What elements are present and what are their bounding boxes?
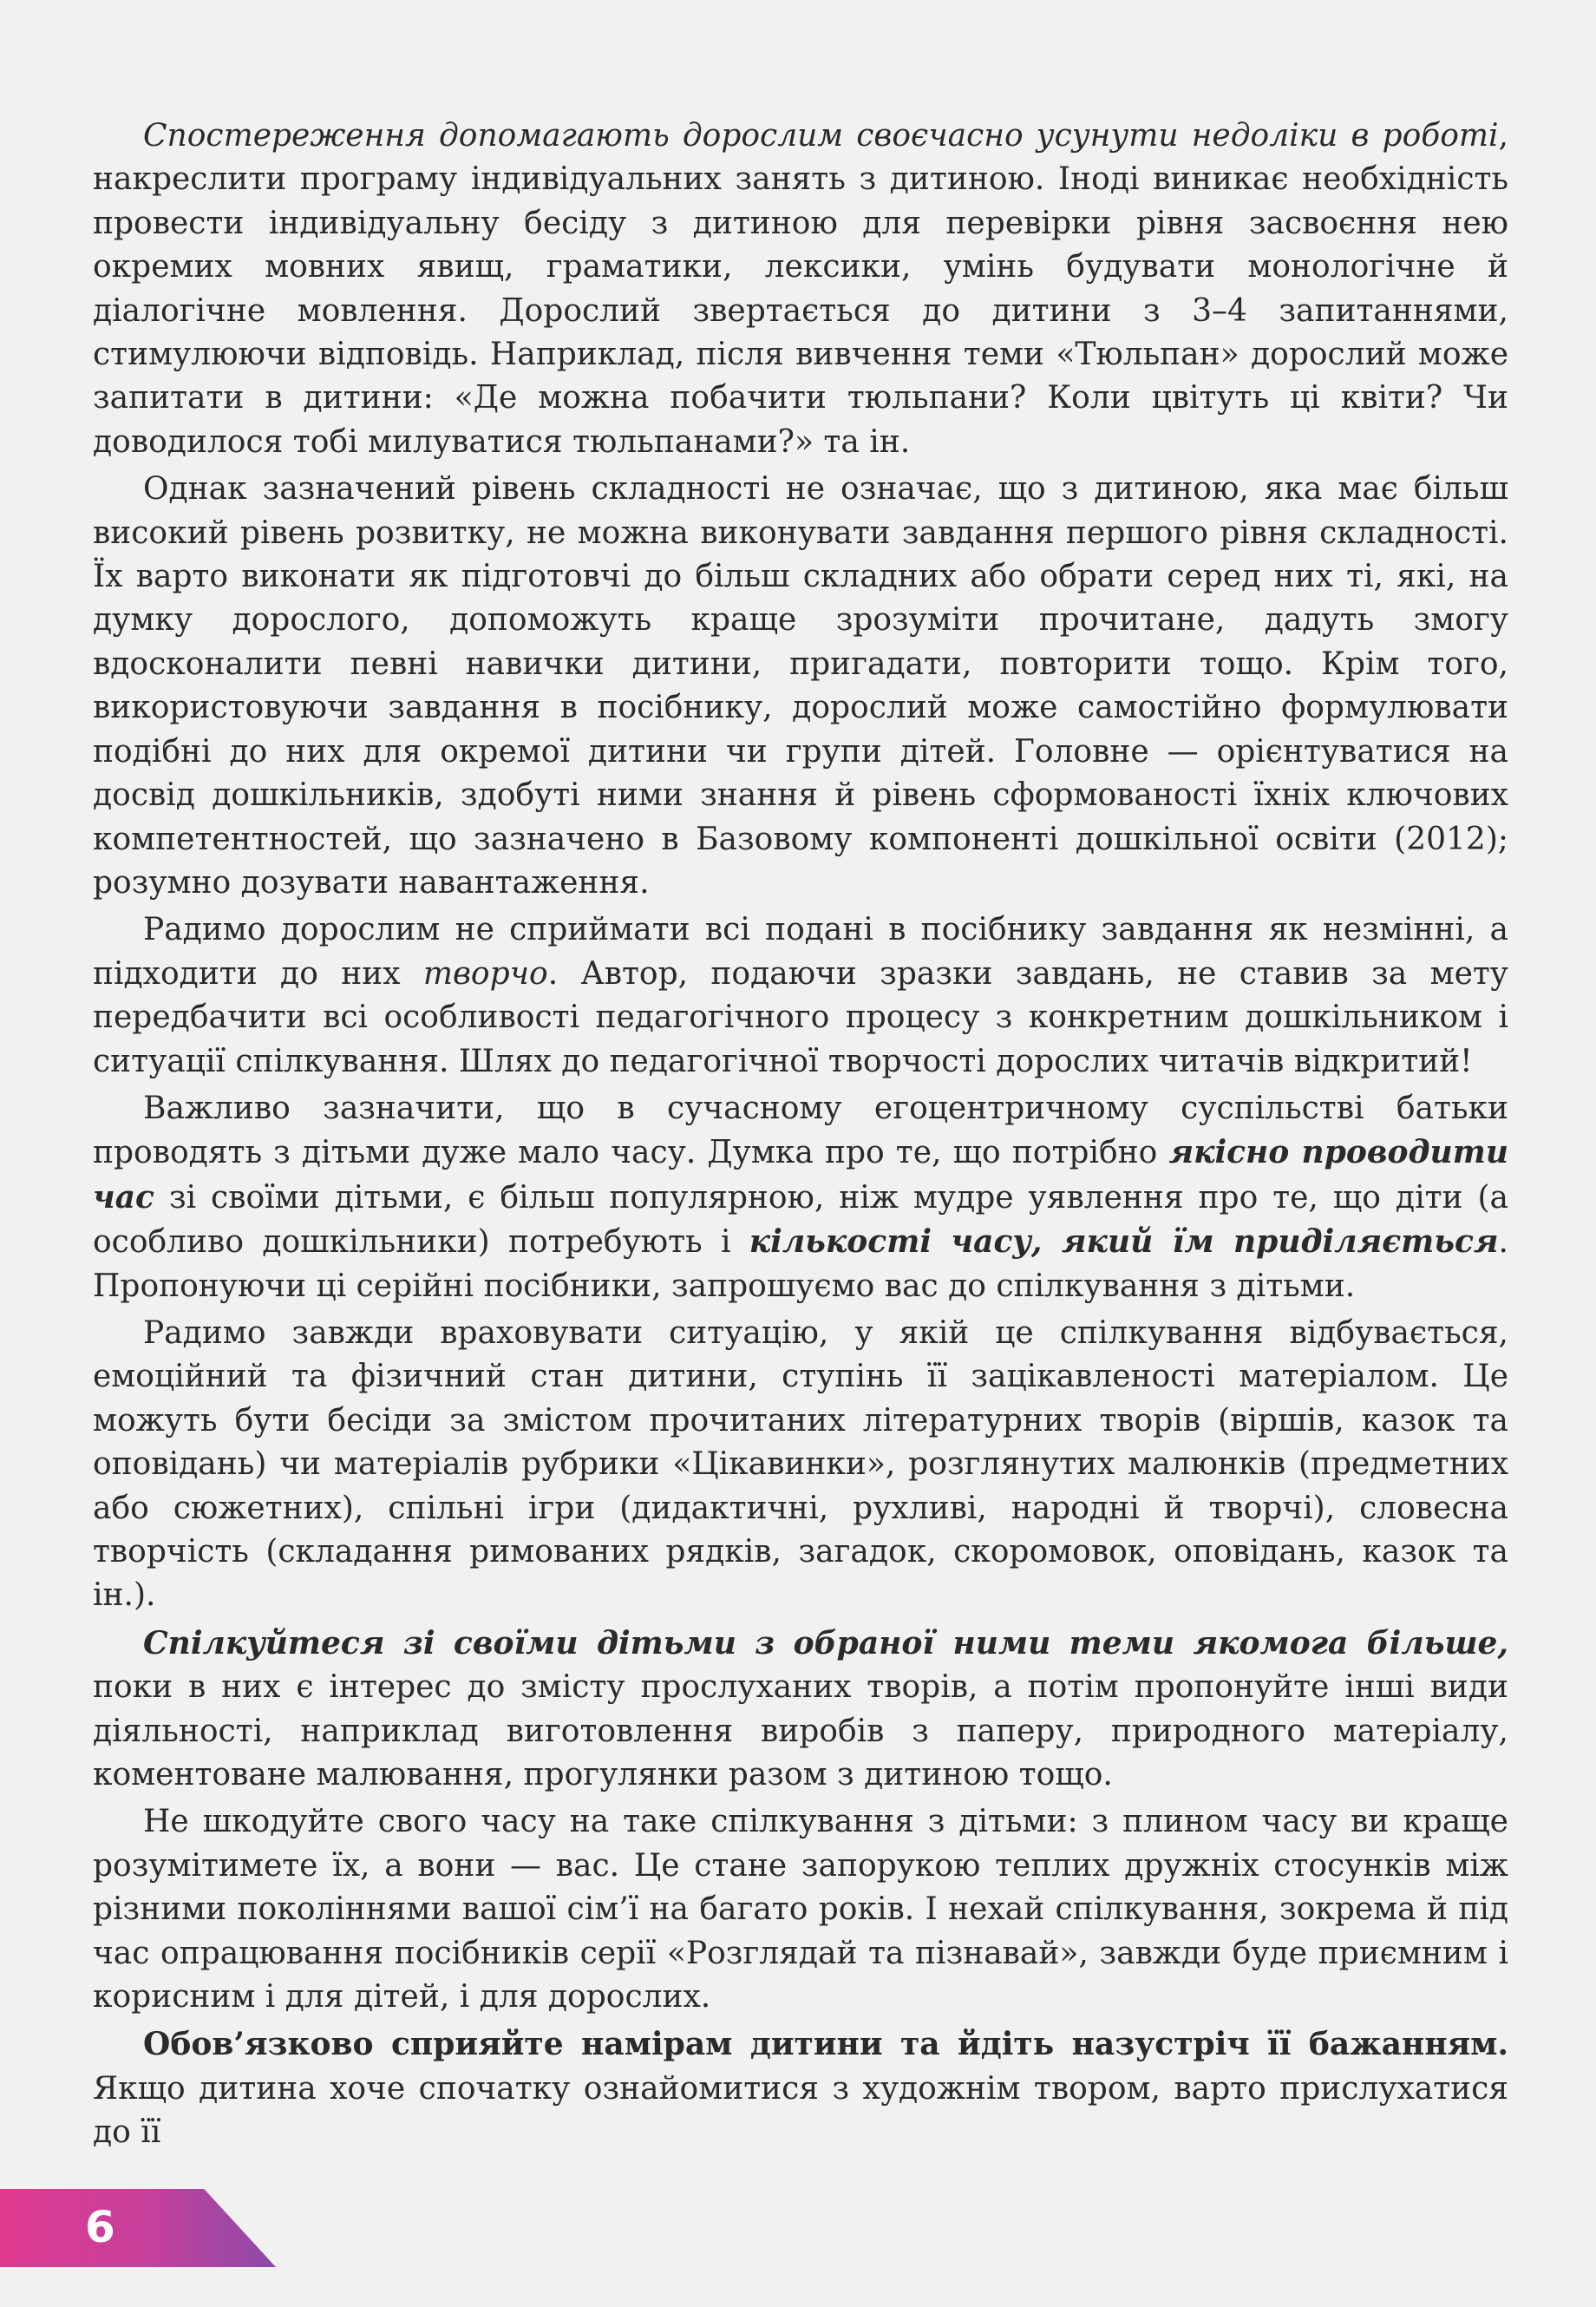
text-run: , накреслити програму індивідуальних занять з дитиною. Іноді виникає необхідність провести індивідуальну бесіду з дитиною для перевірки рівня засвоєння нею окремих мовних явищ, граматики, лексики, умінь будувати монологічне й діалогічне мовлення. Дорослий звертається до дитини з 3–4 запитаннями, стимулюючи відповідь. Наприклад, після вивчення теми «Тюльпан» дорослий може запитати в дитини: «Де можна побачити тюльпани? Коли цвітуть ці квіти? Чи доводилося тобі милуватися тюльпанами?» та ін.	[93, 118, 1508, 460]
bold-phrase: Обов’язково сприяйте намірам дитини та йдіть назустріч її бажанням.	[143, 2026, 1508, 2063]
text-run: поки в них є інтерес до змісту прослуханих творів, а потім пропонуйте інші види діяльності, наприклад виготовлення виробів з паперу, природного матеріалу, коментоване малювання, прогулянки разом з дитиною тощо.	[93, 1669, 1508, 1793]
paragraph-communicate	[93, 1622, 1508, 1798]
text-run: . Пропонуючи ці серійні посібники, запрошуємо вас до спілкування з дітьми.	[93, 1224, 1508, 1304]
italic-word: творчо	[422, 955, 548, 992]
emphasis-phrase: кількості часу, який їм приділяється	[749, 1223, 1499, 1261]
text-run: Важливо зазначити, що в сучасному егоцентричному суспільстві батьки проводять з дітьми дуже мало часу. Думка про те, що потрібно	[93, 1090, 1508, 1171]
paragraph-creative-approach	[93, 908, 1508, 1084]
text-run: Однак зазначений рівень складності не означає, що з дитиною, яка має більш високий рівень розвитку, не можна виконувати завдання першого рівня складності. Їх варто виконати як підготовчі до більш складних або обрати серед них ті, які, на думку дорослого, допоможуть краще зрозуміти прочитане, дадуть змогу вдосконалити певні навички дитини, пригадати, повторити тощо. Крім того, використовуючи завдання в посібнику, дорослий може самостійно формулювати подібні до них для окремої дитини чи групи дітей. Головне — орієнтуватися на досвід дошкільників, здобуті ними знання й рівень сформованості їхніх ключових компетентностей, що зазначено в Базовому компоненті дошкільної освіти (2012); розумно дозувати навантаження.	[93, 471, 1508, 901]
paragraph-difficulty-level	[93, 468, 1508, 905]
paragraph-dont-spare-time	[93, 1800, 1508, 2019]
body-text	[93, 115, 1508, 2159]
page-number: 6	[85, 2202, 115, 2252]
text-run: Радимо дорослим не сприймати всі подані в посібнику завдання як незмінні, а підходити до них	[93, 912, 1508, 992]
emphasis-phrase: Спілкуйтеся зі своїми дітьми з обраної ними теми якомога більше,	[143, 1624, 1508, 1661]
text-run: . Автор, подаючи зразки завдань, не ставив за мету передбачити всі особливості педагогічного процесу з конкретним дошкільником і ситуації спілкування. Шлях до педагогічної творчості дорослих читачів відкритий!	[93, 955, 1508, 1079]
paragraph-situation	[93, 1312, 1508, 1618]
paragraph-support-intentions	[93, 2022, 1508, 2154]
italic-phrase: Спостереження допомагають дорослим своєчасно усунути недоліки в роботі	[143, 118, 1499, 154]
text-run: Якщо дитина хоче спочатку ознайомитися з художнім твором, варто прислухатися до її	[93, 2070, 1508, 2151]
text-run: Радимо завжди враховувати ситуацію, у якій це спілкування відбувається, емоційний та фізичний стан дитини, ступінь її зацікавленості матеріалом. Це можуть бути бесіди за змістом прочитаних літературних творів (віршів, казок та оповідань) чи матеріалів рубрики «Цікавинки», розглянутих малюнків (предметних або сюжетних), спільні ігри (дидактичні, рухливі, народні й творчі), словесна творчість (складання римованих рядків, загадок, скоромовок, оповідань, казок та ін.).	[93, 1314, 1508, 1614]
emphasis-phrase: якісно проводити час	[93, 1134, 1508, 1216]
paragraph-observations	[93, 115, 1508, 464]
text-run: зі своїми дітьми, є більш популярною, ніж мудре уявлення про те, що діти (а особливо дошкільники) потребують і	[93, 1179, 1508, 1261]
page-number-badge	[0, 2189, 276, 2267]
text-run: Не шкодуйте свого часу на таке спілкування з дітьми: з плином часу ви краще розумітимете їх, а вони — вас. Це стане запорукою теплих дружніх стосунків між різними поколіннями вашої сім’ї на багато років. І нехай спілкування, зокрема й під час опрацювання посібників серії «Розглядай та пізнавай», завжди буде приємним і корисним і для дітей, і для дорослих.	[93, 1804, 1508, 2015]
paragraph-time-with-children	[93, 1087, 1508, 1308]
